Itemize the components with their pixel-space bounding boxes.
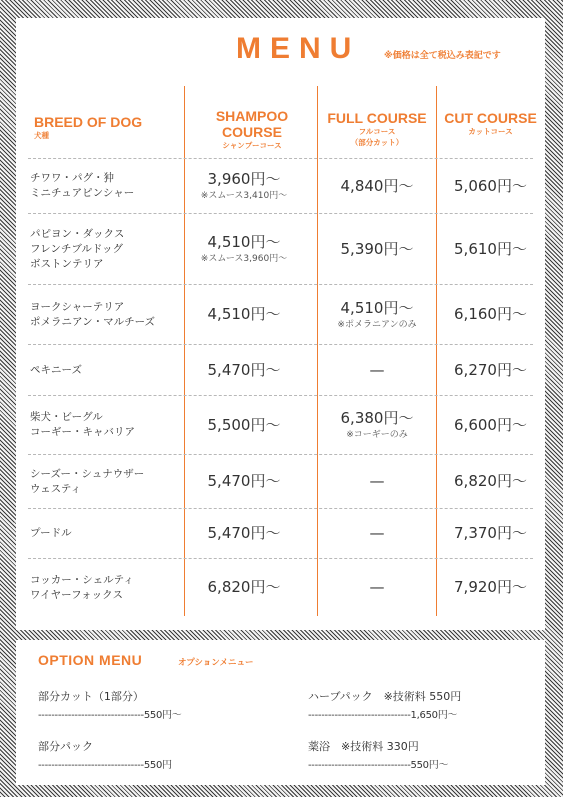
price-value: — <box>369 360 385 379</box>
tax-note: ※価格は全て税込み表記です <box>384 51 501 61</box>
cut-course-price-cell <box>436 396 545 454</box>
page-title: MENU <box>236 32 361 65</box>
full-course-price-cell <box>318 285 436 344</box>
shampoo-price-cell <box>170 559 318 616</box>
shampoo-price-cell <box>170 455 318 508</box>
shampoo-price-cell <box>170 509 318 558</box>
table-row <box>28 508 533 558</box>
table-row <box>28 213 533 284</box>
breed-cell <box>28 455 144 508</box>
breed-name: 柴犬・ビーグル <box>30 411 103 423</box>
breed-name: ウェスティ <box>30 482 82 495</box>
price-value: 6,160円〜 <box>454 305 527 323</box>
breed-name: ミニチュアピンシャー <box>30 187 135 199</box>
table-row <box>28 158 533 213</box>
price-value: 6,820円〜 <box>207 578 281 596</box>
price-value: 4,840円〜 <box>340 176 414 195</box>
shampoo-price-cell <box>170 345 318 395</box>
cut-course-price-cell <box>436 214 545 284</box>
price-note: ※スムース3,960円〜 <box>200 254 288 264</box>
option-item-name: 薬浴 ※技術料 330円 <box>308 740 419 753</box>
cut-course-price-cell <box>436 455 545 508</box>
breed-name: ペキニーズ <box>30 363 82 376</box>
column-header-shampoo: SHAMPOO COURSE シャンプーコース <box>215 108 289 150</box>
breed-name: チワワ・パグ・狆 <box>30 172 114 184</box>
price-value: 4,510円〜 <box>207 305 281 323</box>
breed-name: シーズー・シュナウザー <box>30 467 145 480</box>
breed-cell <box>28 214 124 284</box>
table-row <box>28 344 533 395</box>
shampoo-price-cell <box>170 159 318 213</box>
price-value: 3,960円〜 <box>207 170 281 188</box>
breed-name: パピヨン・ダックス <box>30 227 125 240</box>
option-item-name: 部分パック <box>38 740 93 753</box>
breed-name: ポメラニアン・マルチーズ <box>30 315 156 328</box>
breed-name: ワイヤーフォックス <box>30 588 124 601</box>
option-panel <box>16 640 545 785</box>
breed-cell <box>28 285 155 344</box>
cut-course-price-cell <box>436 285 545 344</box>
price-value: 5,610円〜 <box>454 239 527 258</box>
price-value: 5,470円〜 <box>207 360 281 379</box>
table-row <box>28 284 533 344</box>
cut-course-price-cell <box>436 159 545 213</box>
full-course-price-cell <box>318 214 436 284</box>
full-course-price-cell <box>318 345 436 395</box>
price-value: — <box>369 524 385 542</box>
shampoo-price-cell <box>170 396 318 454</box>
price-value: 5,390円〜 <box>340 239 414 258</box>
option-title: OPTION MENU <box>38 652 143 668</box>
full-course-price-cell <box>318 455 436 508</box>
cut-course-price-cell <box>436 559 545 616</box>
breed-cell <box>28 159 134 213</box>
table-row <box>28 454 533 508</box>
price-value: 5,470円〜 <box>207 524 281 542</box>
option-item-price: -------------------------------550円〜 <box>308 760 449 771</box>
price-value: — <box>369 578 385 596</box>
full-course-price-cell <box>318 396 436 454</box>
table-row <box>28 395 533 454</box>
price-note: ※ポメラニアンのみ <box>337 319 417 330</box>
option-item-name: 部分カット（1部分） <box>38 690 144 703</box>
shampoo-price-cell <box>170 285 318 344</box>
column-header-full: FULL COURSE フルコース （部分カット） <box>327 110 427 147</box>
price-note: ※コーギーのみ <box>346 430 408 440</box>
option-item-price: -------------------------------1,650円〜 <box>308 710 458 721</box>
cut-course-price-cell <box>436 345 545 395</box>
full-course-price-cell <box>318 559 436 616</box>
breed-cell <box>28 559 134 616</box>
price-value: 6,600円〜 <box>454 415 527 434</box>
option-item-price: --------------------------------550円 <box>38 760 172 771</box>
price-value: 5,500円〜 <box>207 415 281 434</box>
option-item-price: --------------------------------550円〜 <box>38 710 182 721</box>
price-value: 4,510円〜 <box>340 298 414 317</box>
breed-name: ボストンテリア <box>30 257 104 270</box>
price-value: 6,270円〜 <box>454 360 527 379</box>
price-value: — <box>369 472 385 490</box>
price-value: 5,060円〜 <box>454 176 527 195</box>
breed-cell <box>28 345 82 395</box>
price-value: 7,920円〜 <box>454 578 527 596</box>
breed-name: コーギー・キャバリア <box>30 426 135 438</box>
breed-name: フレンチブルドッグ <box>30 242 123 255</box>
price-value: 6,380円〜 <box>340 409 414 427</box>
column-header-breed: BREED OF DOG 犬種 <box>34 114 143 140</box>
breed-cell <box>28 509 72 558</box>
price-note: ※スムース3,410円〜 <box>200 191 288 201</box>
breed-name: プードル <box>30 527 72 539</box>
menu-panel <box>16 18 545 630</box>
option-title-jp: オプションメニュー <box>178 658 254 668</box>
table-row <box>28 558 533 616</box>
shampoo-price-cell <box>170 214 318 284</box>
price-value: 7,370円〜 <box>454 524 527 542</box>
full-course-price-cell <box>318 159 436 213</box>
option-item-name: ハーブパック ※技術料 550円 <box>308 690 462 703</box>
full-course-price-cell <box>318 509 436 558</box>
price-value: 5,470円〜 <box>207 472 281 490</box>
breed-name: コッカー・シェルティ <box>30 573 134 586</box>
column-header-cut: CUT COURSE カットコース <box>444 110 537 136</box>
price-value: 6,820円〜 <box>454 472 527 490</box>
breed-name: ヨークシャーテリア <box>30 300 125 313</box>
cut-course-price-cell <box>436 509 545 558</box>
price-value: 4,510円〜 <box>207 233 281 251</box>
breed-cell <box>28 396 135 454</box>
